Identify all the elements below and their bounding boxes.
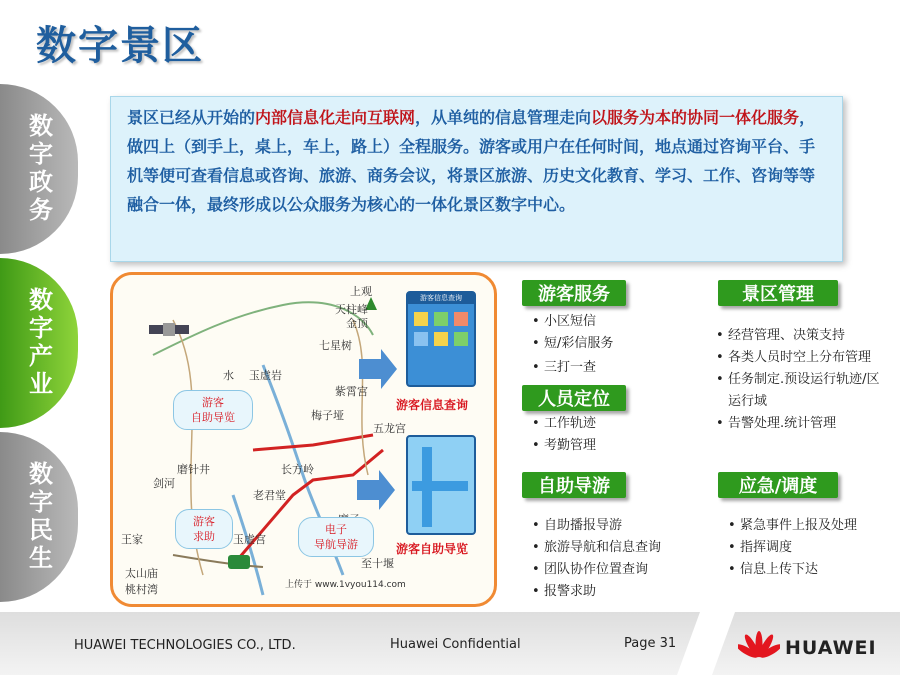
arrow-right-icon [359,349,397,389]
huawei-logo-icon [738,630,780,662]
side-tab-label: 数字政务 [24,113,53,225]
huawei-logo-text: HUAWEI [785,637,877,659]
side-tab-government[interactable] [0,84,78,254]
intro-text: ，做四上（到手上，桌上，车上，路上）全程服务。游客或用户在任何时间，地点通过咨询平台、手机等便可查看信息或咨询、旅游、商务会议，将景区旅游、历史文化教育、学习、工作、咨询等等融合一体，最终形成以公众服务为核心的一体化景区数字中心。 [127,108,816,214]
tourist-list [532,311,613,379]
app-icon [454,332,468,346]
intro-box [110,96,843,262]
phone-grid [408,304,474,354]
phone-query-screen [406,291,476,387]
intro-text: 景区已经从开始的 [127,108,256,127]
list-item: • 旅游导航和信息查询 [532,537,661,559]
bubble-navigation: 电子 导航导游 [298,517,374,557]
manage-list [716,325,886,435]
caption-self-guide: 游客自助导览 [396,542,469,556]
app-icon [454,312,468,326]
footer-company: HUAWEI TECHNOLOGIES CO., LTD. [74,638,296,653]
footer-page: Page 31 [624,636,677,651]
side-tab-livelihood[interactable] [0,432,78,602]
list-item: • 团队协作位置查询 [532,559,661,581]
app-icon [434,312,448,326]
section-header-emergency: 应急/调度 [718,472,838,498]
map-place: 七星树 [319,339,352,352]
map-place: 五龙宫 [373,422,406,435]
intro-highlight: 以服务为本的协同一体化服务 [591,108,800,127]
list-item: • 指挥调度 [728,537,857,559]
map-place: 磨针井 [177,463,210,476]
app-icon [414,332,428,346]
satellite-icon [149,317,191,343]
selfguide-list [532,515,661,603]
caption-info-query: 游客信息查询 [396,398,469,412]
list-item: • 报警求助 [532,581,661,603]
app-icon [414,312,428,326]
map-place: 水 [223,369,234,382]
map-place: 天柱峰 [335,303,368,316]
list-item: • 告警处理.统计管理 [716,413,886,435]
map-place: 上传于 www.1vyou114.com [285,580,406,590]
phone-guide-screen [406,435,476,535]
emergency-list [728,515,857,581]
section-header-selfguide: 自助导游 [522,472,626,498]
section-header-staff: 人员定位 [522,385,626,411]
map-place: 上观 [350,285,372,298]
map-place: 太山庙 [125,567,158,580]
section-header-tourist: 游客服务 [522,280,626,306]
map-place: 紫霄宫 [335,385,368,398]
phone-header: 游客信息查询 [408,293,474,304]
list-item: • 三打一查 [532,357,613,379]
map-place: 玉虚宫 [233,533,266,546]
list-item: • 自助播报导游 [532,515,661,537]
side-tab-industry[interactable] [0,258,78,428]
side-tab-label: 数字民生 [24,461,53,573]
staff-list [532,413,596,457]
map-place: 老君堂 [253,489,286,502]
map-place: 王家 [121,533,143,546]
intro-highlight: 内部信息化走向互联网 [255,108,416,127]
list-item: • 信息上传下达 [728,559,857,581]
page-title: 数字景区 [36,23,204,69]
list-item: • 考勤管理 [532,435,596,457]
section-header-manage: 景区管理 [718,280,838,306]
intro-text: ，从单纯的信息管理走向 [415,108,592,127]
map-place: 桃村湾 [125,583,158,596]
map-place: 玉虚岩 [249,369,282,382]
list-item: • 短/彩信服务 [532,333,613,355]
footer-confidential: Huawei Confidential [390,637,521,652]
list-item: • 工作轨迹 [532,413,596,435]
bubble-self-guide: 游客 自助导览 [173,390,253,430]
map-place: 至十堰 [361,557,394,570]
map-road [412,481,468,491]
list-item: • 任务制定.预设运行轨迹/区运行域 [716,369,886,413]
side-tab-label: 数字产业 [24,287,53,399]
scenic-map [110,272,497,607]
list-item: • 紧急事件上报及处理 [728,515,857,537]
list-item: • 小区短信 [532,311,613,333]
app-icon [434,332,448,346]
arrow-right-icon [357,470,395,510]
map-place: 长方岭 [281,463,314,476]
map-place: 金顶 [346,317,368,330]
map-place: 剑河 [153,477,175,490]
list-item: • 各类人员时空上分布管理 [716,347,886,369]
map-place: 梅子垭 [311,409,344,422]
bubble-help: 游客 求助 [175,509,233,549]
list-item: • 经营管理、决策支持 [716,325,886,347]
